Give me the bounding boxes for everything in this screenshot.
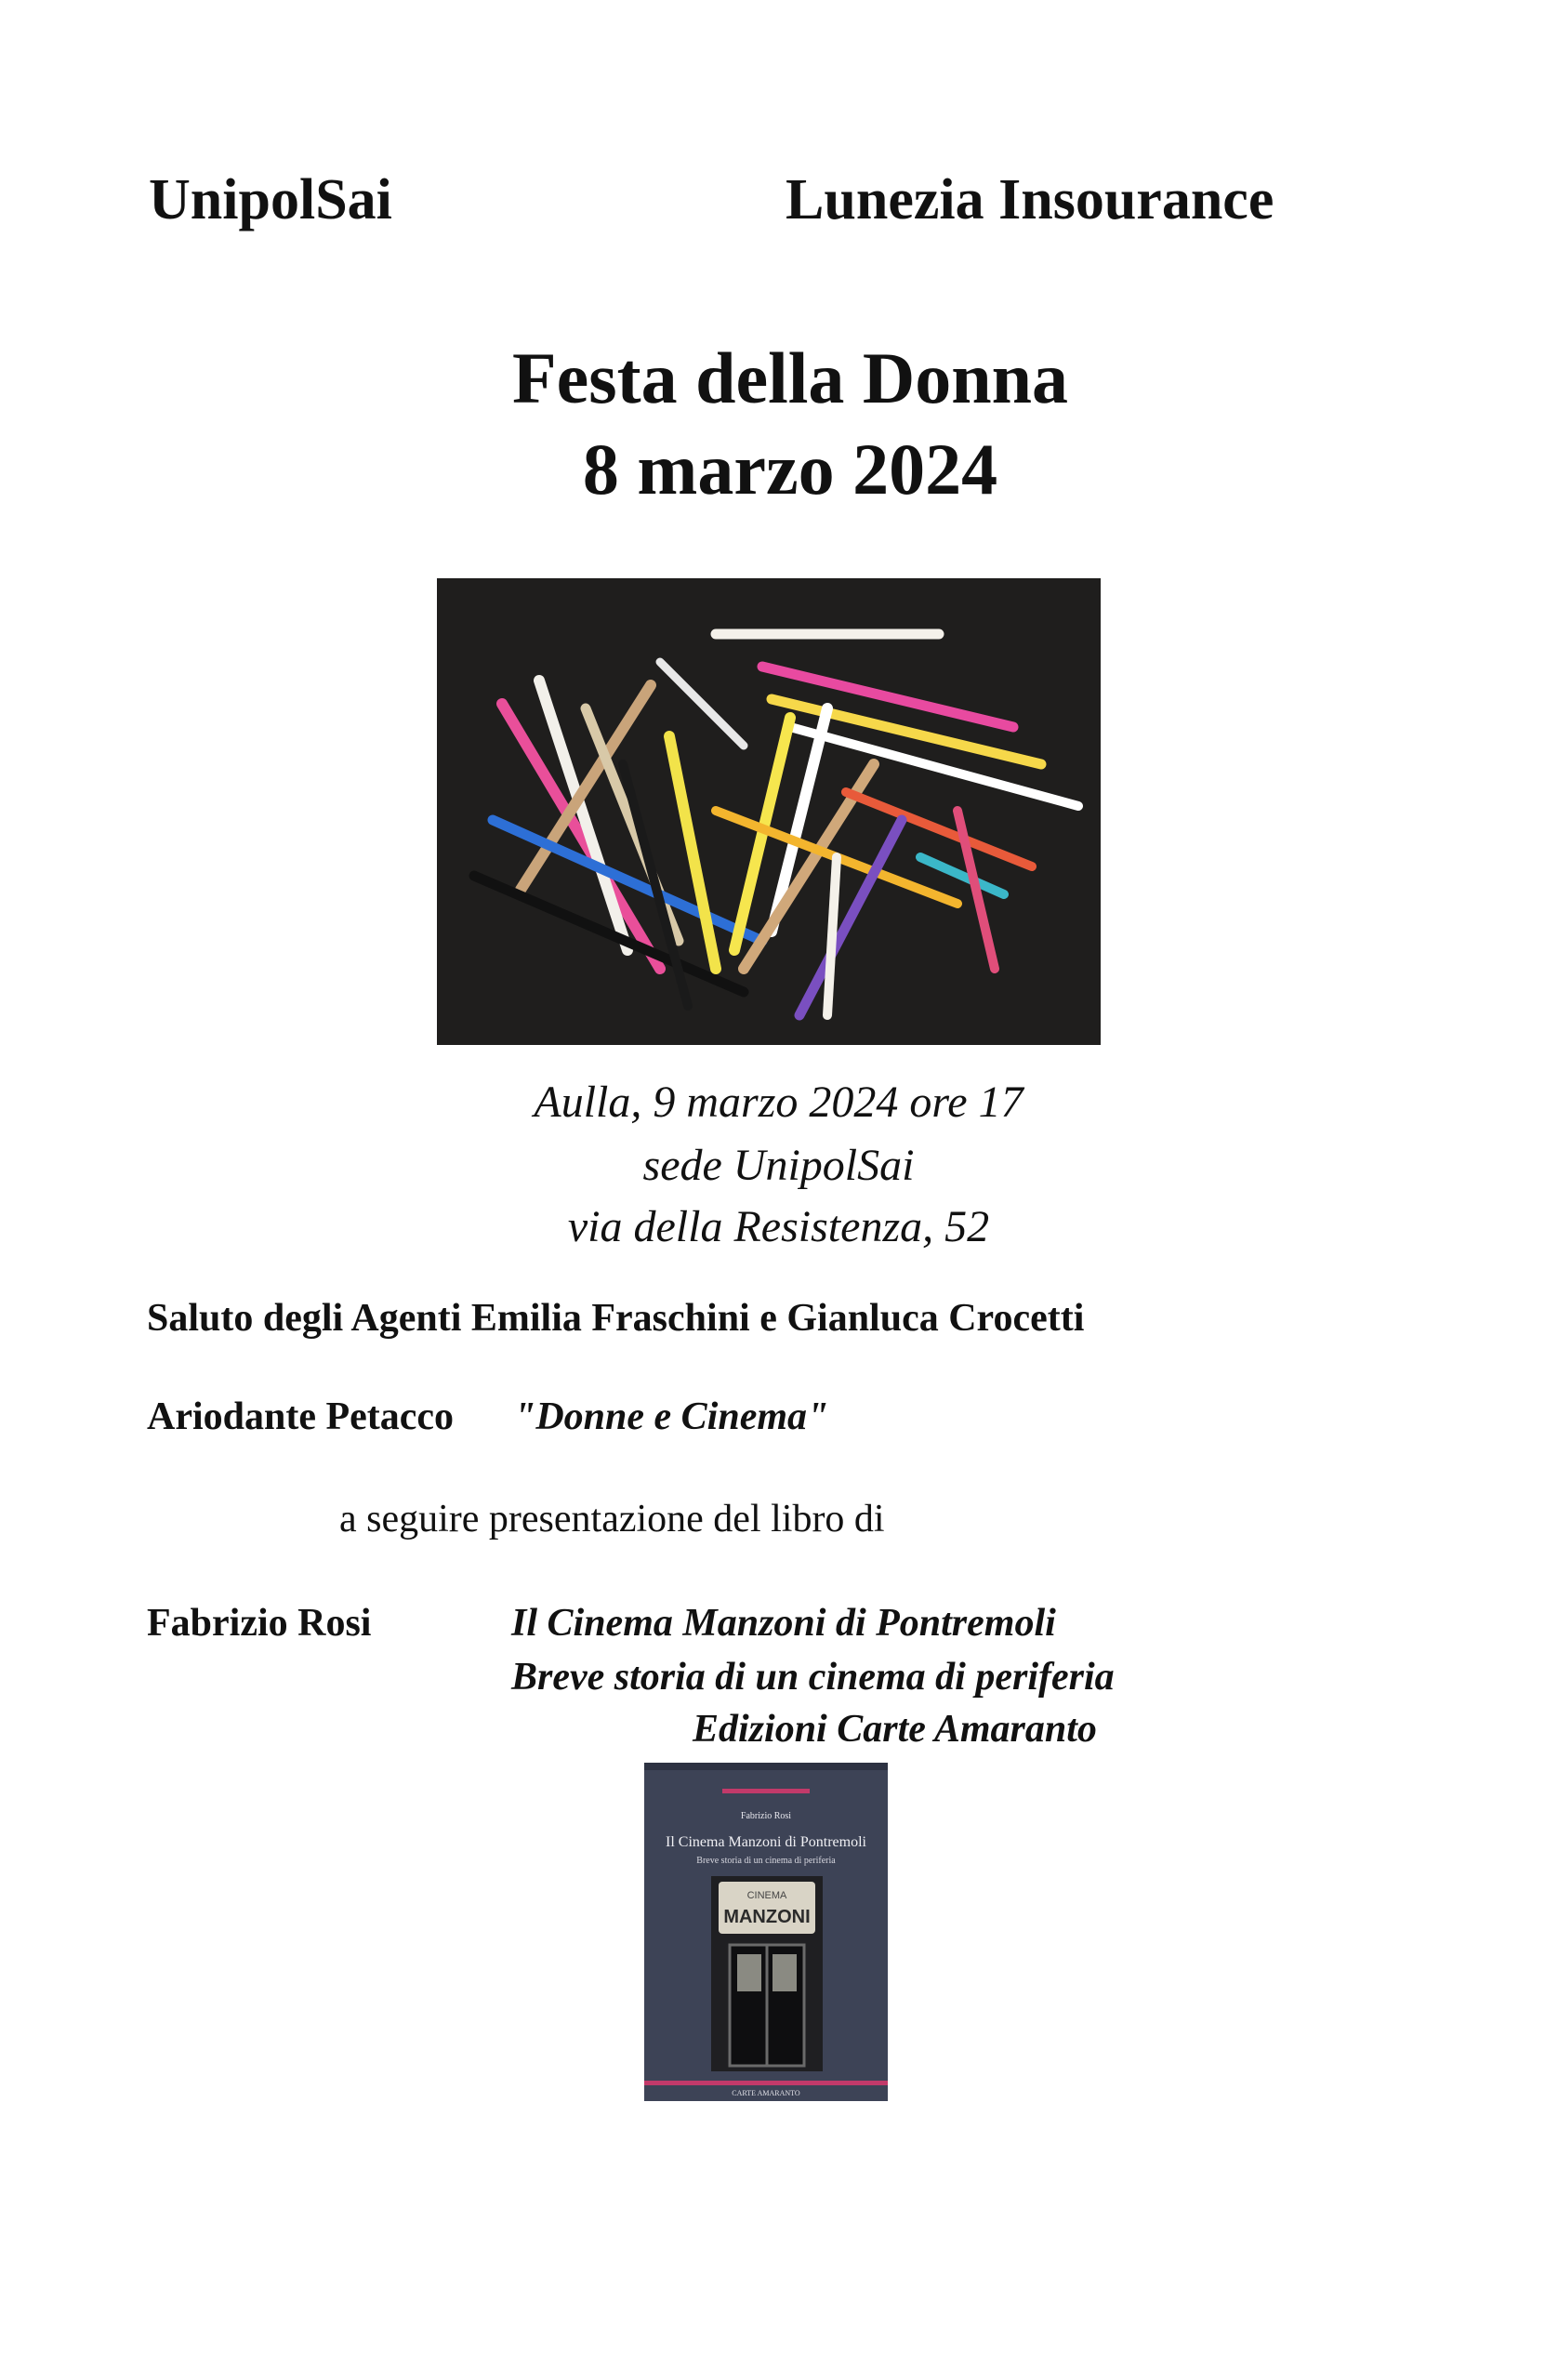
event-date: 8 marzo 2024 — [582, 429, 998, 509]
org-lunezia: Lunezia Insourance — [786, 168, 1274, 231]
talk-title: "Donne e Cinema" — [514, 1395, 829, 1438]
book-title: Il Cinema Manzoni di Pontremoli — [511, 1602, 1056, 1645]
follow-up-line: a seguire presentazione del libro di — [339, 1498, 885, 1540]
cover-sign-main: MANZONI — [723, 1907, 811, 1927]
speaker-name: Ariodante Petacco — [147, 1395, 455, 1438]
org-unipolsai: UnipolSai — [149, 168, 392, 231]
event-place-date: Aulla, 9 marzo 2024 ore 17 — [534, 1078, 1023, 1127]
pencils-photo — [437, 578, 1101, 1045]
book-publisher: Edizioni Carte Amaranto — [693, 1708, 1097, 1751]
greeting-line: Saluto degli Agenti Emilia Fraschini e Gianluca Crocetti — [147, 1297, 1085, 1340]
event-title: Festa della Donna — [511, 337, 1069, 418]
book-cover — [644, 1763, 888, 2101]
book-subtitle: Breve storia di un cinema di periferia — [511, 1656, 1115, 1699]
book-cover-illustration — [644, 1763, 888, 2101]
event-venue: sede UnipolSai — [642, 1141, 915, 1190]
pencils-illustration — [437, 578, 1101, 1045]
cover-title: Il Cinema Manzoni di Pontremoli — [666, 1834, 866, 1850]
event-address: via della Resistenza, 52 — [567, 1202, 990, 1251]
cover-author: Fabrizio Rosi — [740, 1811, 792, 1821]
author-name: Fabrizio Rosi — [147, 1602, 372, 1645]
cover-subtitle: Breve storia di un cinema di periferia — [696, 1856, 836, 1866]
cover-sign-top: CINEMA — [746, 1890, 787, 1901]
cover-publisher: CARTE AMARANTO — [732, 2089, 800, 2097]
